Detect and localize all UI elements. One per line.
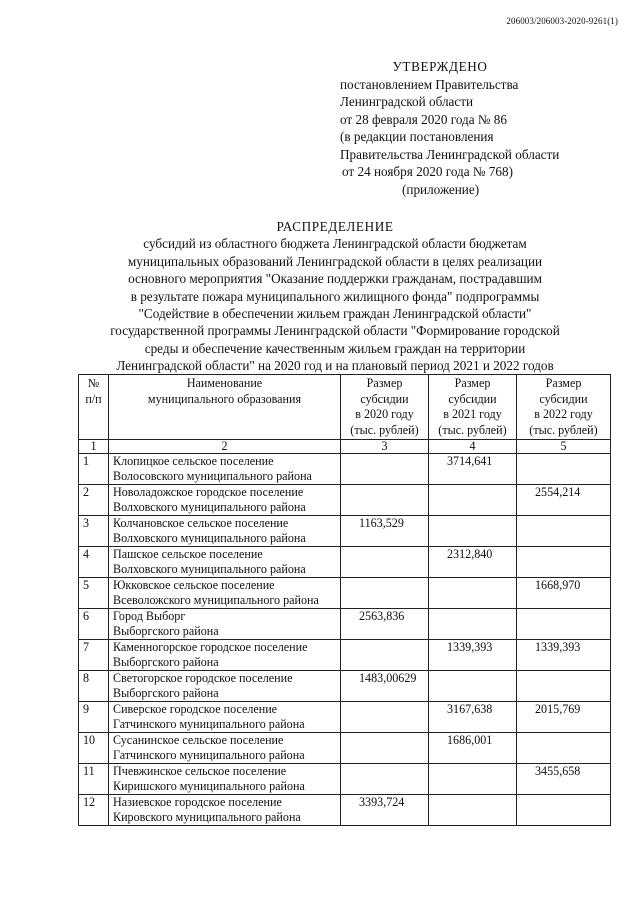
district-name: Волховского муниципального района bbox=[113, 531, 306, 545]
settlement-name: Клопицкое сельское поселение bbox=[113, 454, 274, 468]
municipality-name bbox=[109, 485, 341, 516]
approval-block bbox=[340, 58, 630, 198]
municipality-name bbox=[109, 578, 341, 609]
approval-line: (в редакции постановления bbox=[340, 129, 494, 144]
settlement-name: Сусанинское сельское поселение bbox=[113, 733, 284, 747]
subsidy-2022 bbox=[517, 454, 611, 485]
subsidy-2020 bbox=[341, 733, 429, 764]
table-row bbox=[79, 764, 611, 795]
subsidy-2021: 1686,001 bbox=[429, 733, 517, 764]
row-number: 3 bbox=[79, 516, 109, 547]
settlement-name: Пашское сельское поселение bbox=[113, 547, 263, 561]
municipality-name bbox=[109, 609, 341, 640]
subsidy-2021 bbox=[429, 764, 517, 795]
column-index-row bbox=[79, 440, 611, 454]
row-number: 5 bbox=[79, 578, 109, 609]
municipality-name bbox=[109, 516, 341, 547]
approval-line: Ленинградской области bbox=[340, 94, 474, 109]
municipality-name bbox=[109, 671, 341, 702]
row-number: 12 bbox=[79, 795, 109, 826]
table-row bbox=[79, 671, 611, 702]
municipality-name bbox=[109, 640, 341, 671]
heading-line: государственной программы Ленинградской области "Формирование городской bbox=[110, 323, 560, 339]
subsidy-2021 bbox=[429, 578, 517, 609]
district-name: Выборгского района bbox=[113, 624, 219, 638]
row-number: 2 bbox=[79, 485, 109, 516]
subsidy-2022 bbox=[517, 547, 611, 578]
approval-line: постановлением Правительства bbox=[340, 76, 519, 92]
subsidy-2022: 3455,658 bbox=[517, 764, 611, 795]
subsidy-2020 bbox=[341, 454, 429, 485]
subsidy-2020: 1483,00629 bbox=[341, 671, 429, 702]
heading-line: Ленинградской области" на 2020 год и на плановый период 2021 и 2022 годов bbox=[116, 358, 554, 374]
approval-line: от 28 февраля 2020 года № 86 bbox=[340, 111, 507, 127]
table-row bbox=[79, 795, 611, 826]
subsidy-2020: 3393,724 bbox=[341, 795, 429, 826]
municipality-name bbox=[109, 733, 341, 764]
district-name: Кировского муниципального района bbox=[113, 810, 301, 824]
subsidy-2021 bbox=[429, 516, 517, 547]
document-id: 206003/206003-2020-9261(1) bbox=[506, 16, 618, 26]
subsidy-2021 bbox=[429, 609, 517, 640]
subsidy-2022 bbox=[517, 516, 611, 547]
subsidy-2020 bbox=[341, 485, 429, 516]
district-name: Волховского муниципального района bbox=[113, 562, 306, 576]
header-name: Наименование муниципального образования bbox=[109, 375, 341, 440]
district-name: Всеволожского муниципального района bbox=[113, 593, 319, 607]
settlement-name: Юкковское сельское поселение bbox=[113, 578, 275, 592]
district-name: Гатчинского муниципального района bbox=[113, 717, 305, 731]
subsidy-2021 bbox=[429, 485, 517, 516]
municipality-name bbox=[109, 454, 341, 485]
index-cell: 3 bbox=[341, 440, 429, 454]
settlement-name: Назиевское городское поселение bbox=[113, 795, 282, 809]
heading-line: основного мероприятия "Оказание поддержки гражданам, пострадавшим bbox=[128, 271, 542, 287]
approval-line: (приложение) bbox=[402, 181, 480, 197]
municipality-name bbox=[109, 764, 341, 795]
row-number: 1 bbox=[79, 454, 109, 485]
index-cell: 2 bbox=[109, 440, 341, 454]
subsidy-2022: 1668,970 bbox=[517, 578, 611, 609]
subsidy-2022 bbox=[517, 609, 611, 640]
subsidy-2022: 2554,214 bbox=[517, 485, 611, 516]
header-2022: Размер субсидии в 2022 году (тыс. рублей) bbox=[517, 375, 611, 440]
settlement-name: Колчановское сельское поселение bbox=[113, 516, 289, 530]
settlement-name: Сиверское городское поселение bbox=[113, 702, 278, 716]
district-name: Волховского муниципального района bbox=[113, 500, 306, 514]
header-2020: Размер субсидии в 2020 году (тыс. рублей) bbox=[341, 375, 429, 440]
approval-line: от 24 ноября 2020 года № 768) bbox=[342, 164, 513, 179]
subsidy-2022 bbox=[517, 795, 611, 826]
subsidy-2022: 1339,393 bbox=[517, 640, 611, 671]
row-number: 7 bbox=[79, 640, 109, 671]
subsidy-2021: 2312,840 bbox=[429, 547, 517, 578]
approval-title: УТВЕРЖДЕНО bbox=[392, 59, 488, 74]
subsidy-2020 bbox=[341, 764, 429, 795]
heading-line: "Содействие в обеспечении жильем граждан Ленинградской области" bbox=[138, 306, 532, 322]
subsidy-2022 bbox=[517, 733, 611, 764]
row-number: 10 bbox=[79, 733, 109, 764]
subsidy-2022 bbox=[517, 671, 611, 702]
table-row bbox=[79, 454, 611, 485]
municipality-name bbox=[109, 702, 341, 733]
header-num: № п/п bbox=[79, 375, 109, 440]
subsidy-2020 bbox=[341, 702, 429, 733]
municipality-name bbox=[109, 547, 341, 578]
table-row bbox=[79, 578, 611, 609]
subsidy-2021: 3714,641 bbox=[429, 454, 517, 485]
document-heading bbox=[90, 218, 580, 375]
table-row bbox=[79, 702, 611, 733]
row-number: 4 bbox=[79, 547, 109, 578]
index-cell: 1 bbox=[79, 440, 109, 454]
subsidy-2021 bbox=[429, 795, 517, 826]
header-2021: Размер субсидии в 2021 году (тыс. рублей) bbox=[429, 375, 517, 440]
heading-line: субсидий из областного бюджета Ленинградской области бюджетам bbox=[143, 236, 527, 252]
subsidy-2021: 3167,638 bbox=[429, 702, 517, 733]
subsidy-2020 bbox=[341, 547, 429, 578]
heading-line: муниципальных образований Ленинградской области в целях реализации bbox=[127, 253, 543, 269]
district-name: Киришского муниципального района bbox=[113, 779, 305, 793]
table-row bbox=[79, 547, 611, 578]
table-row bbox=[79, 640, 611, 671]
settlement-name: Пчевжинское сельское поселение bbox=[113, 764, 287, 778]
subsidy-2020 bbox=[341, 640, 429, 671]
index-cell: 5 bbox=[517, 440, 611, 454]
table-row bbox=[79, 516, 611, 547]
row-number: 6 bbox=[79, 609, 109, 640]
district-name: Выборгского района bbox=[113, 655, 219, 669]
row-number: 8 bbox=[79, 671, 109, 702]
district-name: Гатчинского муниципального района bbox=[113, 748, 305, 762]
subsidy-2021 bbox=[429, 671, 517, 702]
table-row bbox=[79, 609, 611, 640]
subsidy-2022: 2015,769 bbox=[517, 702, 611, 733]
row-number: 9 bbox=[79, 702, 109, 733]
subsidy-2021: 1339,393 bbox=[429, 640, 517, 671]
settlement-name: Каменногорское городское поселение bbox=[113, 640, 308, 654]
distribution-table bbox=[78, 374, 611, 826]
table-header-row bbox=[79, 375, 611, 440]
table-row bbox=[79, 485, 611, 516]
index-cell: 4 bbox=[429, 440, 517, 454]
settlement-name: Новоладожское городское поселение bbox=[113, 485, 304, 499]
heading-line: в результате пожара муниципального жилищного фонда" подпрограммы bbox=[130, 288, 540, 304]
heading-line: среды и обеспечение качественным жильем граждан на территории bbox=[144, 340, 526, 356]
subsidy-2020 bbox=[341, 578, 429, 609]
row-number: 11 bbox=[79, 764, 109, 795]
heading-title: РАСПРЕДЕЛЕНИЕ bbox=[276, 219, 394, 234]
subsidy-2020: 2563,836 bbox=[341, 609, 429, 640]
district-name: Волосовского муниципального района bbox=[113, 469, 312, 483]
municipality-name bbox=[109, 795, 341, 826]
district-name: Выборгского района bbox=[113, 686, 219, 700]
settlement-name: Светогорское городское поселение bbox=[113, 671, 293, 685]
settlement-name: Город Выборг bbox=[113, 609, 186, 623]
table-row bbox=[79, 733, 611, 764]
subsidy-2020: 1163,529 bbox=[341, 516, 429, 547]
approval-line: Правительства Ленинградской области bbox=[340, 146, 560, 162]
